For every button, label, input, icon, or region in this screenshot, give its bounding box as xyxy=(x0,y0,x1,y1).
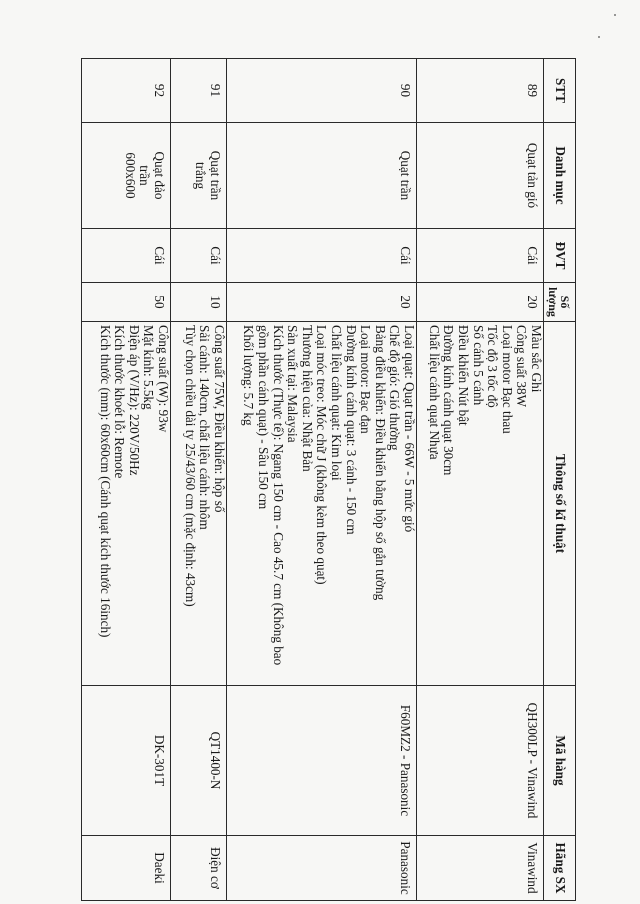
row-name-line: Quạt trần xyxy=(208,150,223,201)
row-unit: Cái xyxy=(227,229,417,283)
table-row xyxy=(227,59,417,901)
row-specs xyxy=(171,322,227,686)
spec-line: Tốc độ 3 tốc độ xyxy=(485,325,501,408)
row-specs xyxy=(227,322,417,686)
spec-line: Chế độ gió: Gió thường xyxy=(387,325,403,451)
spec-line: Kích thước khoét lỗ: Remote xyxy=(112,325,128,479)
row-code: F60MZ2 - Panasonic xyxy=(227,686,417,836)
spec-line: Điện áp (V/Hz): 220V/50Hz xyxy=(126,325,142,476)
spec-line: Loại quạt: Quạt trần - 66W - 5 mức gió xyxy=(402,325,417,533)
scan-speck xyxy=(598,36,600,38)
spec-line: gồm phần cánh quạt) - Sâu 150 cm xyxy=(256,325,272,510)
row-qty: 20 xyxy=(227,283,417,322)
row-qty: 20 xyxy=(417,283,544,322)
header-specs: Thông số kĩ thuật xyxy=(544,322,576,686)
table-row xyxy=(171,59,227,901)
table-row xyxy=(417,59,544,901)
row-name-line: 600x600 xyxy=(122,152,138,199)
spec-line: Số cánh 5 cánh xyxy=(470,325,486,406)
row-name xyxy=(171,123,227,229)
spec-line: Khối lượng: 5.7 kg xyxy=(241,325,257,426)
row-specs xyxy=(82,322,171,686)
row-unit: Cái xyxy=(82,229,171,283)
spec-line: Công suất 38W xyxy=(514,325,530,408)
spec-line: Thương hiệu của: Nhật Bản xyxy=(299,325,315,472)
spec-line: Chất liệu cánh quạt: Kim loại xyxy=(329,325,345,481)
row-stt: 89 xyxy=(417,59,544,123)
row-qty: 10 xyxy=(171,283,227,322)
row-code: QH300LP - Vinawind xyxy=(417,686,544,836)
row-name-line: Quạt trần xyxy=(398,150,413,201)
row-code: DK-301T xyxy=(82,686,171,836)
spec-line: Công suất (W): 93w xyxy=(156,325,171,433)
spec-line: Mặt kính: 5.5kg xyxy=(141,325,157,410)
row-unit: Cái xyxy=(171,229,227,283)
spec-line: Đường kính cánh quạt: 3 cánh - 150 cm xyxy=(343,325,359,535)
rotated-page xyxy=(82,58,576,900)
spec-line: Loại motor: Bạc đạn xyxy=(358,325,374,434)
row-name xyxy=(82,123,171,229)
header-row xyxy=(544,59,576,901)
header-qty xyxy=(544,283,576,322)
spec-line: Chất liệu cánh quạt Nhựa xyxy=(426,325,442,460)
spec-line: Sải cánh: 140cm, chất liệu cánh: nhôm xyxy=(197,325,213,530)
spec-line: Công suất 75W, Điều khiển: hộp số xyxy=(212,325,227,513)
spec-line: Sản xuất tại: Malaysia xyxy=(285,325,301,443)
table-row xyxy=(82,59,171,901)
row-maker: Điện cơ xyxy=(171,836,227,901)
row-name-line: Quạt tản gió xyxy=(525,142,540,209)
row-name-line: trắng xyxy=(193,161,209,190)
header-unit: ĐVT xyxy=(544,229,576,283)
spec-line: Điều khiển Nút bật xyxy=(456,325,472,426)
row-name-line: Quạt đảo xyxy=(152,151,167,200)
header-code: Mã hàng xyxy=(544,686,576,836)
header-maker: Hãng SX xyxy=(544,836,576,901)
row-name xyxy=(227,123,417,229)
product-spec-table xyxy=(81,58,576,901)
header-qty-line: Số xyxy=(558,295,573,309)
header-stt: STT xyxy=(544,59,576,123)
spec-line: Màu sắc Ghi xyxy=(529,325,544,393)
row-stt: 92 xyxy=(82,59,171,123)
row-stt: 91 xyxy=(171,59,227,123)
row-specs xyxy=(417,322,544,686)
row-name xyxy=(417,123,544,229)
row-name-line: trần xyxy=(137,165,153,186)
spec-line: Kích thước (Thực tế): Ngang 150 cm - Cao 45.7 cm (Không bao xyxy=(270,325,286,666)
header-name: Danh mục xyxy=(544,123,576,229)
spec-line: Bảng điều khiển: Điều khiển bằng hộp số gắn tường xyxy=(372,325,388,601)
spec-line: Loại motor Bạc thau xyxy=(499,325,515,434)
spec-line: Đường kính cánh quạt 30cm xyxy=(441,325,457,476)
row-unit: Cái xyxy=(417,229,544,283)
scan-speck xyxy=(614,14,616,16)
row-qty: 50 xyxy=(82,283,171,322)
spec-line: Kích thước (mm): 60x60cm (Cánh quạt kích thước 16inch) xyxy=(97,325,113,638)
row-maker: Vinawind xyxy=(417,836,544,901)
row-code: QT1400-N xyxy=(171,686,227,836)
spec-line: Loại móc treo: Móc chữ J (không kèm theo quạt) xyxy=(314,325,330,585)
header-qty-line: lượng xyxy=(546,287,561,317)
row-maker: Daeki xyxy=(82,836,171,901)
spec-line: Tùy chọn chiều dài ty 25/43/60 cm (mặc định: 43cm) xyxy=(182,325,198,607)
row-maker: Panasonic xyxy=(227,836,417,901)
row-stt: 90 xyxy=(227,59,417,123)
